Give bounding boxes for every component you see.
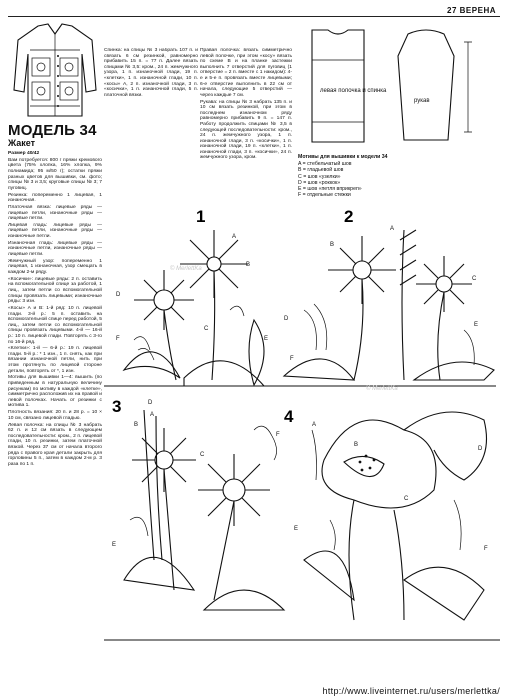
fig1-label: B: [246, 262, 251, 268]
sleeve-outline: [398, 30, 454, 140]
fig3-label: F: [276, 432, 280, 438]
fig1-label: C: [204, 326, 209, 332]
page-number: 27 ВЕРЕНА: [447, 6, 496, 15]
fig1-label: D: [116, 292, 121, 298]
rib-text: Резинка: попеременно 1 лицевая, 1 изнаночная.: [8, 192, 102, 204]
watermark: © MerlettKa: [170, 266, 202, 272]
materials-text: Вам потребуется: 800 г пряжи кремового цвета (75% хлопка, 16% хлопка, 9% полиамида; 95 м/50 г); остатки пряжи разных цветов для вышивки, см. фото; спицы № 3 и 3,5; круговые спицы № 3; 7 пуговиц.: [8, 157, 102, 191]
kosy-text: «Косы» А и В: 1-й ряд: 10 п. лицевой глади. 3-й р.: 5 п. оставить на вспомогательной спице перед работой, 5 лиц., затем петли со вспомогательной спицы провязать лицевыми. 4-й — 16-й р.: 10 п. лицевой глади. Повторять с 3-го по 16-й ряд.: [8, 305, 102, 345]
legend-item: B = гладьевой шов: [298, 167, 344, 174]
legend-item: E = шов «петля вприкреп»: [298, 186, 362, 193]
fig2-label: D: [284, 316, 289, 322]
legend-item: C = шов «узелки»: [298, 173, 341, 180]
figure-3: [104, 397, 294, 640]
figure-number: 2: [344, 207, 354, 226]
legend-title: Мотивы для вышивки к модели 34: [298, 154, 388, 160]
embroidery-text: Мотивы для вышивки 1—4: вышить (по приведенным в натуральную величину рисункам) по мотиву в каждой «клетке», симметрично расположив их на правой и левой полочках. Начать от резинки с мотива 1.: [8, 375, 102, 409]
cells-text: «Клетки»: 1-й — 6-й р.: 19 п. лицевой глади. 5-й р.: * 1 изн., 1 п. снять, как при вязании изнаночной петли, нить при этом протянуть по лицевой стороне детали, повторять от *, 1 изн.: [8, 346, 102, 374]
instructions-column-1: [8, 151, 102, 596]
fig4-label: D: [478, 446, 483, 452]
footer-url[interactable]: http://www.liveinternet.ru/users/merlettka/: [322, 686, 500, 696]
fig1-label: E: [264, 336, 269, 342]
fig4-label: E: [294, 526, 299, 532]
instructions-column-3: [200, 48, 292, 220]
front-panel-outline: [312, 30, 364, 142]
fig4-label: B: [354, 442, 359, 448]
embroidery-figures: [104, 200, 504, 670]
fig3-label: A: [150, 412, 155, 418]
fig2-label: B: [330, 242, 335, 248]
panel-label: левая полочка и спинка: [320, 88, 387, 94]
figure-1: [104, 207, 294, 386]
fig2-label: E: [474, 322, 479, 328]
legend-item: F = отдельные стежки: [298, 192, 351, 199]
density-text: Плотность вязания: 20 п. и 28 р. = 10 × 10 см, связано лицевой гладью.: [8, 410, 102, 421]
figure-number: 4: [284, 407, 294, 426]
figure-2: [280, 207, 496, 392]
model-title: МОДЕЛЬ 34: [8, 122, 97, 139]
figure-number: 1: [196, 207, 206, 226]
size-text: Размер 40/42: [8, 151, 40, 156]
right-front-text: Правая полочка: вязать симметрично левой полочке, при этом «косу» вязать по схеме В и на планке застежки выполнить 7 отверстий для пуговиц (1 отверстие = 2 п. вместе с 1 накидом): 4-е и 5-е п. провязать вместе лицевыми; 6-е отверстие выполнить в 22 см от начала, следующие 5 отверстий — через каждые 7 см.: [200, 48, 292, 98]
sleeve-label: рукав: [414, 98, 430, 104]
fig3-label: D: [148, 400, 153, 406]
jacket-sketch: [8, 20, 102, 120]
fig2-label: F: [290, 356, 294, 362]
model-subtitle: Жакет: [8, 138, 36, 148]
fig1-label: F: [116, 336, 120, 342]
fig4-label: A: [312, 422, 317, 428]
figure-number: 3: [112, 397, 122, 416]
stockinette-text: Лицевая гладь: лицевые ряды — лицевые петли, изнаночные ряды — изнаночные петли.: [8, 222, 102, 240]
fig3-label: E: [112, 542, 117, 548]
instructions-column-2: [104, 48, 198, 213]
pattern-schematic: [298, 22, 504, 150]
back-text: Спинка: на спицы № 3 набрать 107 п. и связать 6 см резинкой, равномерно прибавить 15 п. = 77 п. Далее вязать спицами № 3,5: кром., 24 п. жемчужного узора, 1 п. изнаночной глади, 19 п. «клетки», 1 п. изнаночной глади, 10 п. «косы» А, 2 п. изнаночной глади, 3 п. «косички», 1 п. изнаночной глади, 5 п. платочной вязки.: [104, 48, 198, 98]
watermark: © MerlettKa: [366, 386, 398, 392]
left-front-text: Левая полочка: на спицы № 3 набрать 62 п. и 12 см вязать в следующем последовательности: кром., 2 п. лицевой глади, 10 п. резинки, затем платочной вязкой. Через 37 см от начала второго ряда с правого края детали закрыть для горловины 5 п., затем в каждом 2-м р. 3 раза по 1 п.: [8, 422, 102, 467]
header-divider: [8, 16, 500, 17]
fig3-label: C: [200, 452, 205, 458]
sleeves-text: Рукава: на спицы № 3 набрать 135 п. и 10 см вязать резинкой, при этом в последнем изнаночном ряду равномерно прибавить 9 п. = 147 п. Работу продолжить спицами № 3,5 в следующей последовательности: кром., 24 п. жемчужного узора, 1 п. изнаночной глади, 3 п. «косички», 1 п. изнаночной глади, 19 п. «клетки», 1 п. изнаночной глади, 3 п. «косички», 24 п. жемчужного узора, кром.: [200, 99, 292, 161]
embroidery-legend: [298, 154, 498, 198]
pearl-text: Жемчужный узор: попеременно 1 лицевая, 1 изнаночная, узор смещать в каждом 2-м ряду.: [8, 258, 102, 275]
figure-4: [284, 407, 500, 640]
fig2-label: A: [390, 226, 395, 232]
fig2-label: C: [472, 276, 477, 282]
fig1-label: A: [232, 234, 237, 240]
fig4-label: C: [404, 496, 409, 502]
reverse-text: Изнаночная гладь: лицевые ряды — изнаночные петли, изнаночные ряды — лицевые петли.: [8, 240, 102, 258]
legend-item: A = стебельчатый шов: [298, 161, 352, 168]
garter-text: Платочная вязка: лицевые ряды — лицевые петли, изнаночные ряды — лицевые петли.: [8, 204, 102, 222]
cables-text: «Косички»: лицевые ряды: 2 п. оставить на вспомогательной спице за работой, 1 лиц., затем петли со вспомогательной спицы провязать лицевыми; изнаночные ряды: 3 изн.: [8, 276, 102, 305]
fig3-label: B: [134, 422, 139, 428]
legend-item: D = шов «роккок»: [298, 179, 341, 186]
fig4-label: F: [484, 546, 488, 552]
